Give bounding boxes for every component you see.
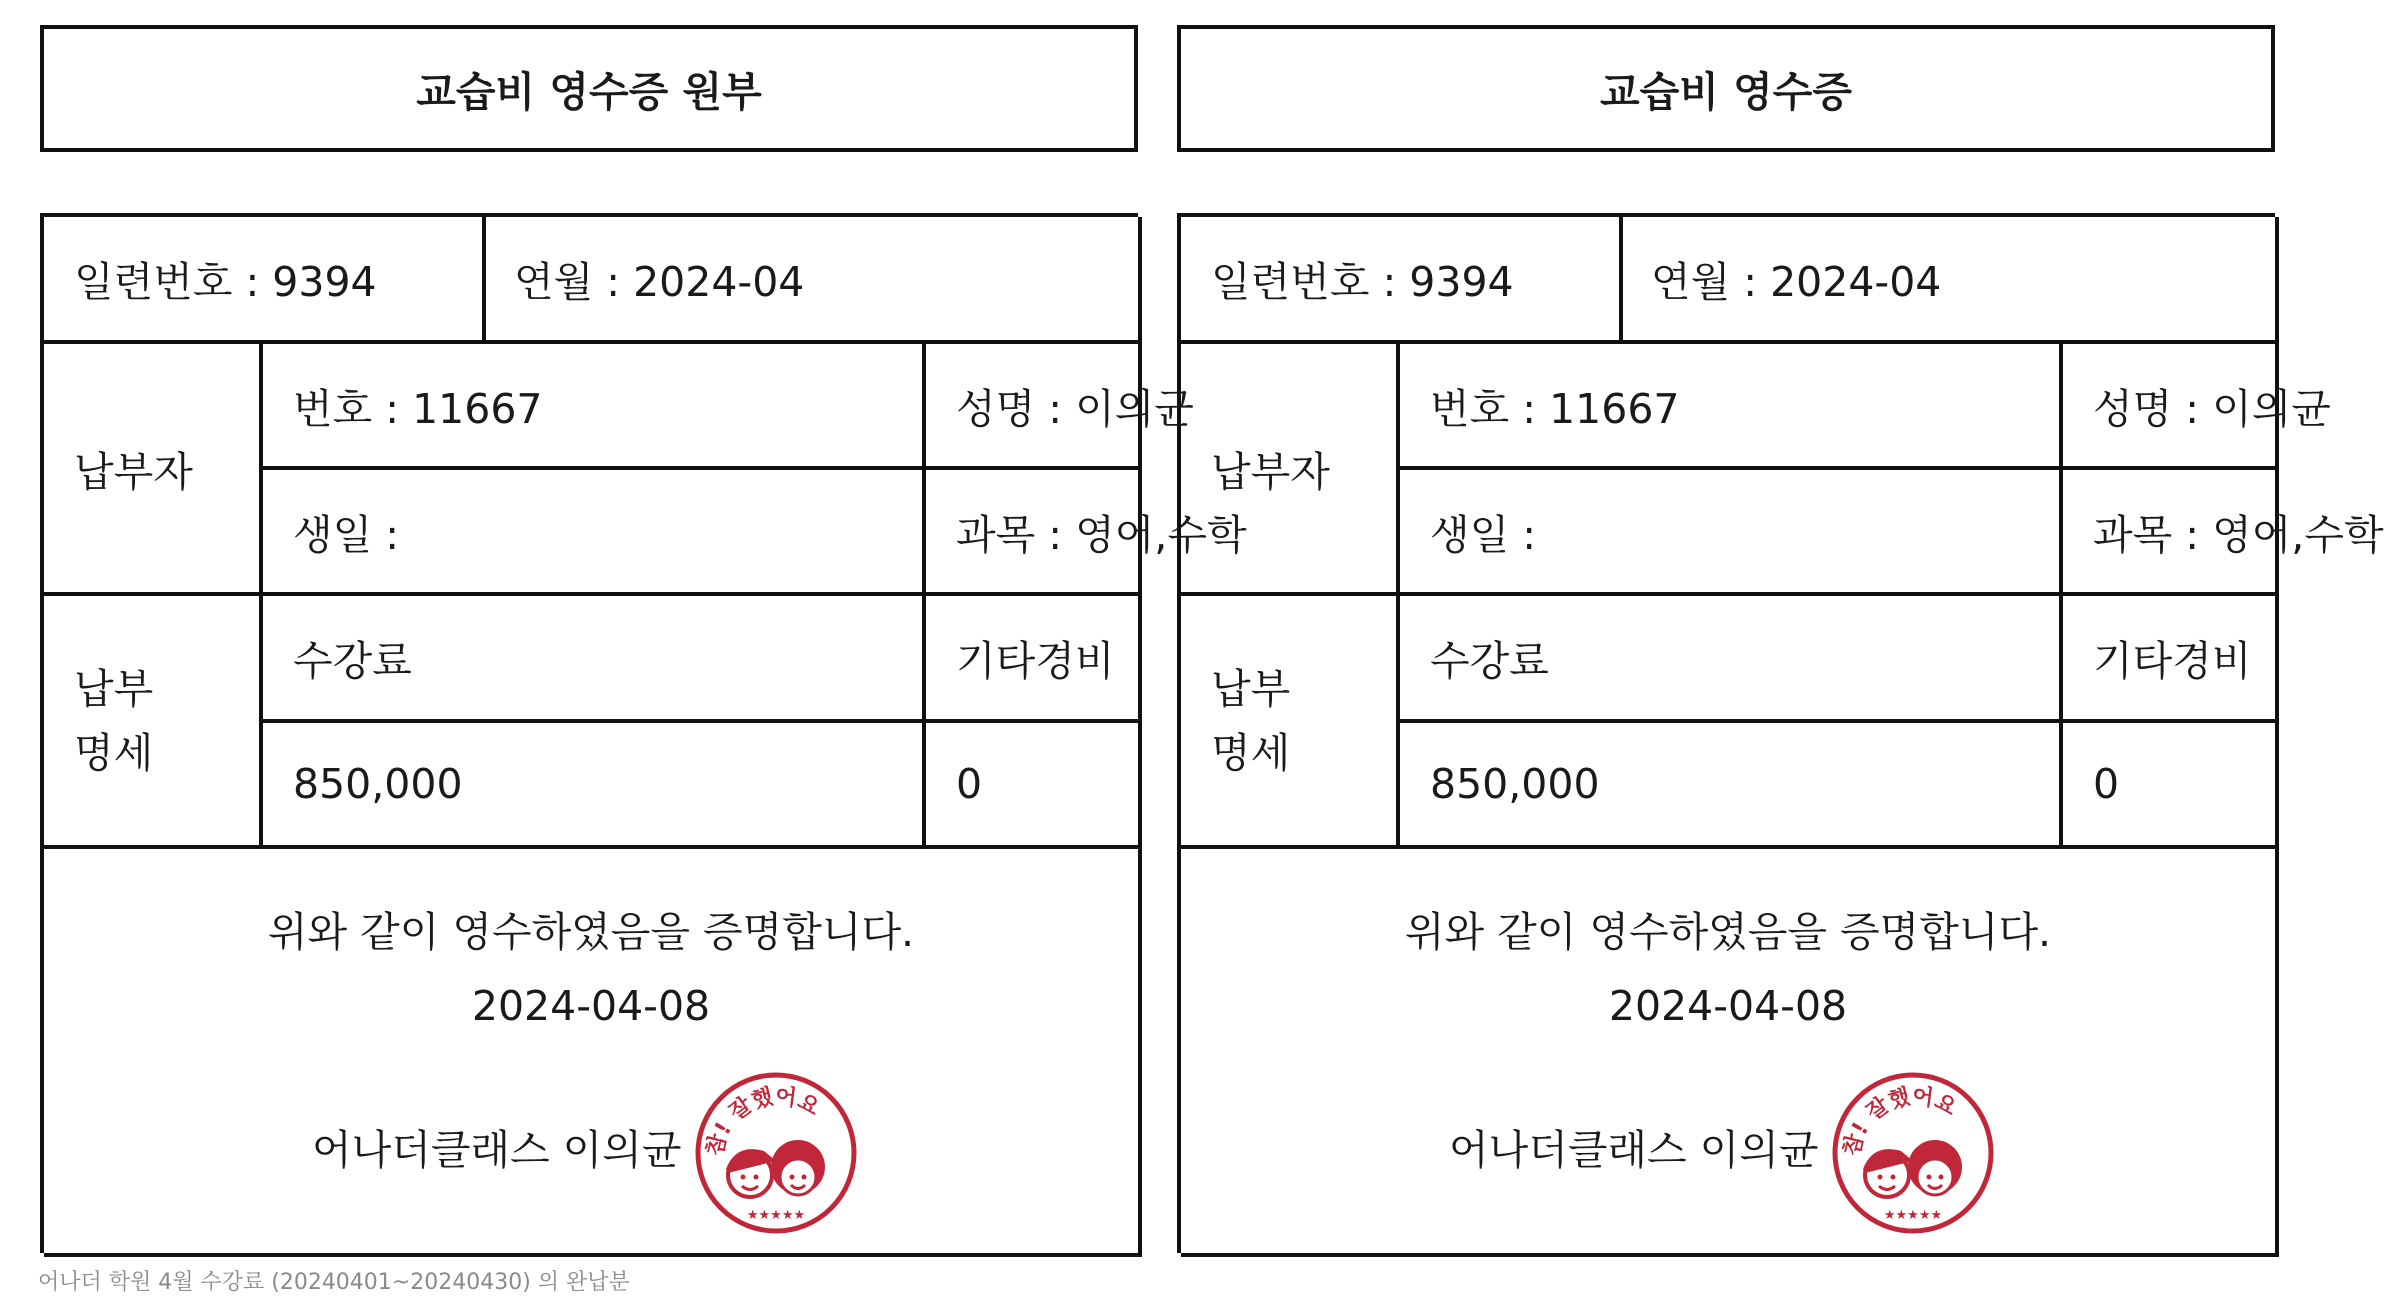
payer-label: 납부자 [44, 344, 263, 596]
receipt-customer-copy [1177, 25, 2384, 1223]
birthday: 생일 : [1400, 470, 2063, 596]
good-job-stamp-icon [692, 1069, 860, 1237]
student-name: 성명 : 이의균 [2063, 344, 2279, 470]
payment-detail-label-line2: 명세 [1211, 728, 1291, 777]
tuition-label: 수강료 [263, 596, 926, 723]
year-month: 연월 : 2024-04 [486, 217, 1142, 344]
payment-detail-label-line1: 납부 [74, 664, 154, 713]
year-month: 연월 : 2024-04 [1623, 217, 2279, 344]
certify-text: 위와 같이 영수하였음을 증명합니다. [1404, 908, 2052, 956]
certify-text: 위와 같이 영수하였음을 증명합니다. [267, 908, 915, 956]
payment-detail-label-line1: 납부 [1211, 664, 1291, 713]
subject: 과목 : 영어,수학 [2063, 470, 2279, 596]
tuition-value: 850,000 [1400, 723, 2063, 849]
certification-section [44, 849, 1142, 1257]
receipt-title: 교습비 영수증 원부 [40, 25, 1138, 152]
issue-date: 2024-04-08 [471, 982, 711, 1030]
other-expense-value: 0 [926, 723, 1142, 849]
student-name: 성명 : 이의균 [926, 344, 1142, 470]
receipt-table [1177, 213, 2384, 1253]
student-number: 번호 : 11667 [1400, 344, 2063, 470]
birthday: 생일 : [263, 470, 926, 596]
serial-number: 일련번호 : 9394 [1181, 217, 1623, 344]
issuer-name: 어나더클래스 이의균 [312, 1126, 682, 1174]
svg-text:참! 잘했어요: 참! 잘했어요 [1839, 1084, 1961, 1159]
subject: 과목 : 영어,수학 [926, 470, 1142, 596]
receipt-title: 교습비 영수증 [1177, 25, 2275, 152]
good-job-stamp-icon [1829, 1069, 1997, 1237]
other-expense-label: 기타경비 [2063, 596, 2279, 723]
certification-section [1181, 849, 2279, 1257]
tuition-value: 850,000 [263, 723, 926, 849]
serial-number: 일련번호 : 9394 [44, 217, 486, 344]
svg-text:★★★★★: ★★★★★ [746, 1208, 806, 1223]
svg-text:참! 잘했어요: 참! 잘했어요 [702, 1084, 824, 1159]
svg-text:★★★★★: ★★★★★ [1883, 1208, 1943, 1223]
tuition-label: 수강료 [1400, 596, 2063, 723]
receipt-original-record [40, 25, 1247, 1223]
student-number: 번호 : 11667 [263, 344, 926, 470]
payment-detail-label [1181, 596, 1400, 849]
other-expense-label: 기타경비 [926, 596, 1142, 723]
payer-label: 납부자 [1181, 344, 1400, 596]
footnote: 어나더 학원 4월 수강료 (20240401~20240430) 의 완납분 [38, 1270, 630, 1295]
other-expense-value: 0 [2063, 723, 2279, 849]
receipt-table [40, 213, 1247, 1253]
issue-date: 2024-04-08 [1608, 982, 1848, 1030]
payment-detail-label-line2: 명세 [74, 728, 154, 777]
issuer-name: 어나더클래스 이의균 [1449, 1126, 1819, 1174]
payment-detail-label [44, 596, 263, 849]
